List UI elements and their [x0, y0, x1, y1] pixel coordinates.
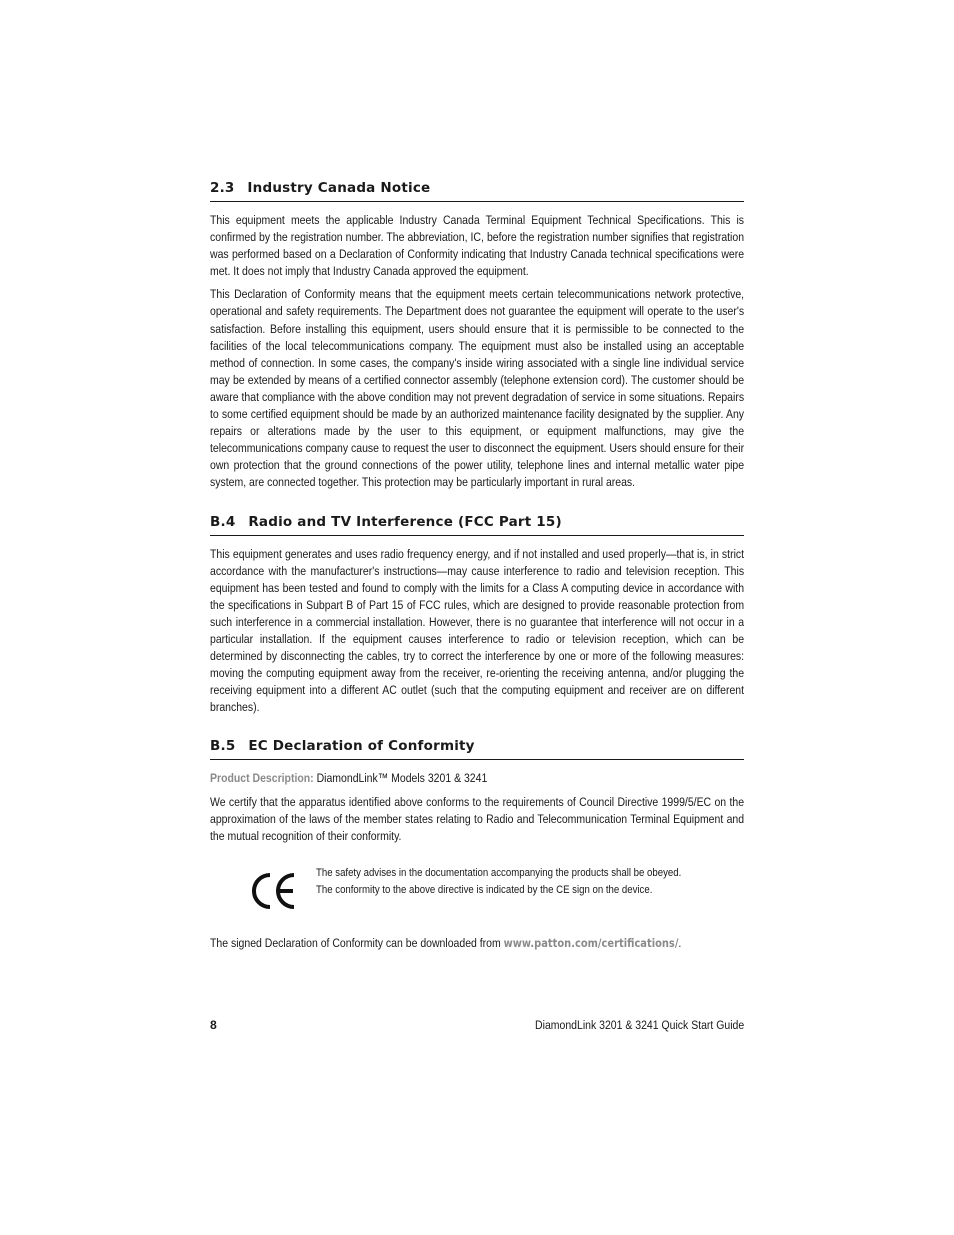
paragraph: This equipment generates and uses radio frequency energy, and if not installed and used properly—that is, in strict accordance with the manufacturer's instructions—may cause interference to radio and television reception. This equipment has been tested and found to comply with the limits for a Class A computing device in accordance with the specifications in Subpart B of Part 15 of FCC rules, which are designed to provide reasonable protection from such interference in a commercial installation. However, there is no guarantee that interference will not occur in a particular installation. If the equipment causes interference to radio or television reception, which can be determined by disconnecting the cables, try to correct the interference by one or more of the following measures: moving the computing equipment away from the receiver, re-orienting the receiving antenna, and/or plugging the receiving equipment into a different AC outlet (such that the computing equipment and receiver are on different branches).	[210, 546, 745, 715]
section-number: B.5	[210, 738, 236, 755]
certifications-link[interactable]: www.patton.com/certifications/	[503, 935, 679, 950]
section-radio-tv-interference	[210, 514, 744, 717]
page-number: 8	[210, 1018, 217, 1032]
section-heading	[210, 180, 744, 202]
product-description	[210, 770, 744, 787]
paragraph: We certify that the apparatus identified above conforms to the requirements of Council Directive 1999/5/EC on the approximation of the laws of the member states relating to Radio and Telecommunication Terminal Equipment and the mutual recognition of their conformity.	[210, 794, 745, 843]
section-ec-declaration	[210, 738, 744, 951]
section-title: Radio and TV Interference (FCC Part 15)	[248, 513, 562, 530]
page-footer	[210, 1018, 744, 1032]
download-prefix: The signed Declaration of Conformity can be downloaded from	[210, 935, 504, 950]
section-industry-canada	[210, 180, 744, 492]
product-description-label: Product Description:	[210, 771, 314, 786]
download-suffix: .	[678, 935, 682, 950]
section-heading	[210, 738, 744, 760]
page-content	[210, 180, 744, 974]
download-statement	[210, 935, 744, 952]
guide-title: DiamondLink 3201 & 3241 Quick Start Guide	[534, 1018, 744, 1032]
section-number: B.4	[210, 513, 236, 530]
section-heading	[210, 514, 744, 536]
ce-note: The safety advises in the documentation accompanying the products shall be obeyed. The conformity to the above directive is indicated by the CE sign on the device.	[316, 866, 682, 896]
section-title: EC Declaration of Conformity	[248, 738, 475, 755]
section-number: 2.3	[210, 180, 235, 196]
product-description-value: DiamondLink™ Models 3201 & 3241	[316, 771, 488, 786]
ce-mark-icon	[250, 871, 300, 911]
section-title: Industry Canada Notice	[247, 180, 431, 196]
paragraph: This equipment meets the applicable Industry Canada Terminal Equipment Technical Specifications. This is confirmed by the registration number. The abbreviation, IC, before the registration number signifies that registration was performed based on a Declaration of Conformity indicating that Industry Canada technical specifications were met. It does not imply that Industry Canada approved the equipment.	[210, 213, 745, 279]
paragraph: This Declaration of Conformity means that the equipment meets certain telecommunications network protective, operational and safety requirements. The Department does not guarantee the equipment will operate to the user's satisfaction. Before installing this equipment, users should ensure that it is permissible to be connected to the facilities of the local telecommunications company. The equipment must also be installed using an acceptable method of connection. In some cases, the company's inside wiring associated with a single line individual service may be extended by means of a certified connector assembly (telephone extension cord). The customer should be aware that compliance with the above condition may not prevent degradation of service in some situations. Repairs to some certified equipment should be made by an authorized maintenance facility designated by the supplier. Any repairs or alterations made by the user to this equipment, or equipment malfunctions, may give the telecommunications company cause to request the user to disconnect the equipment. Users should ensure for their own protection that the ground connections of the power utility, telephone lines and internal metallic water pipe system, are connected together. This protection may be particularly important in rural areas.	[210, 287, 745, 490]
ce-notice	[250, 865, 744, 911]
